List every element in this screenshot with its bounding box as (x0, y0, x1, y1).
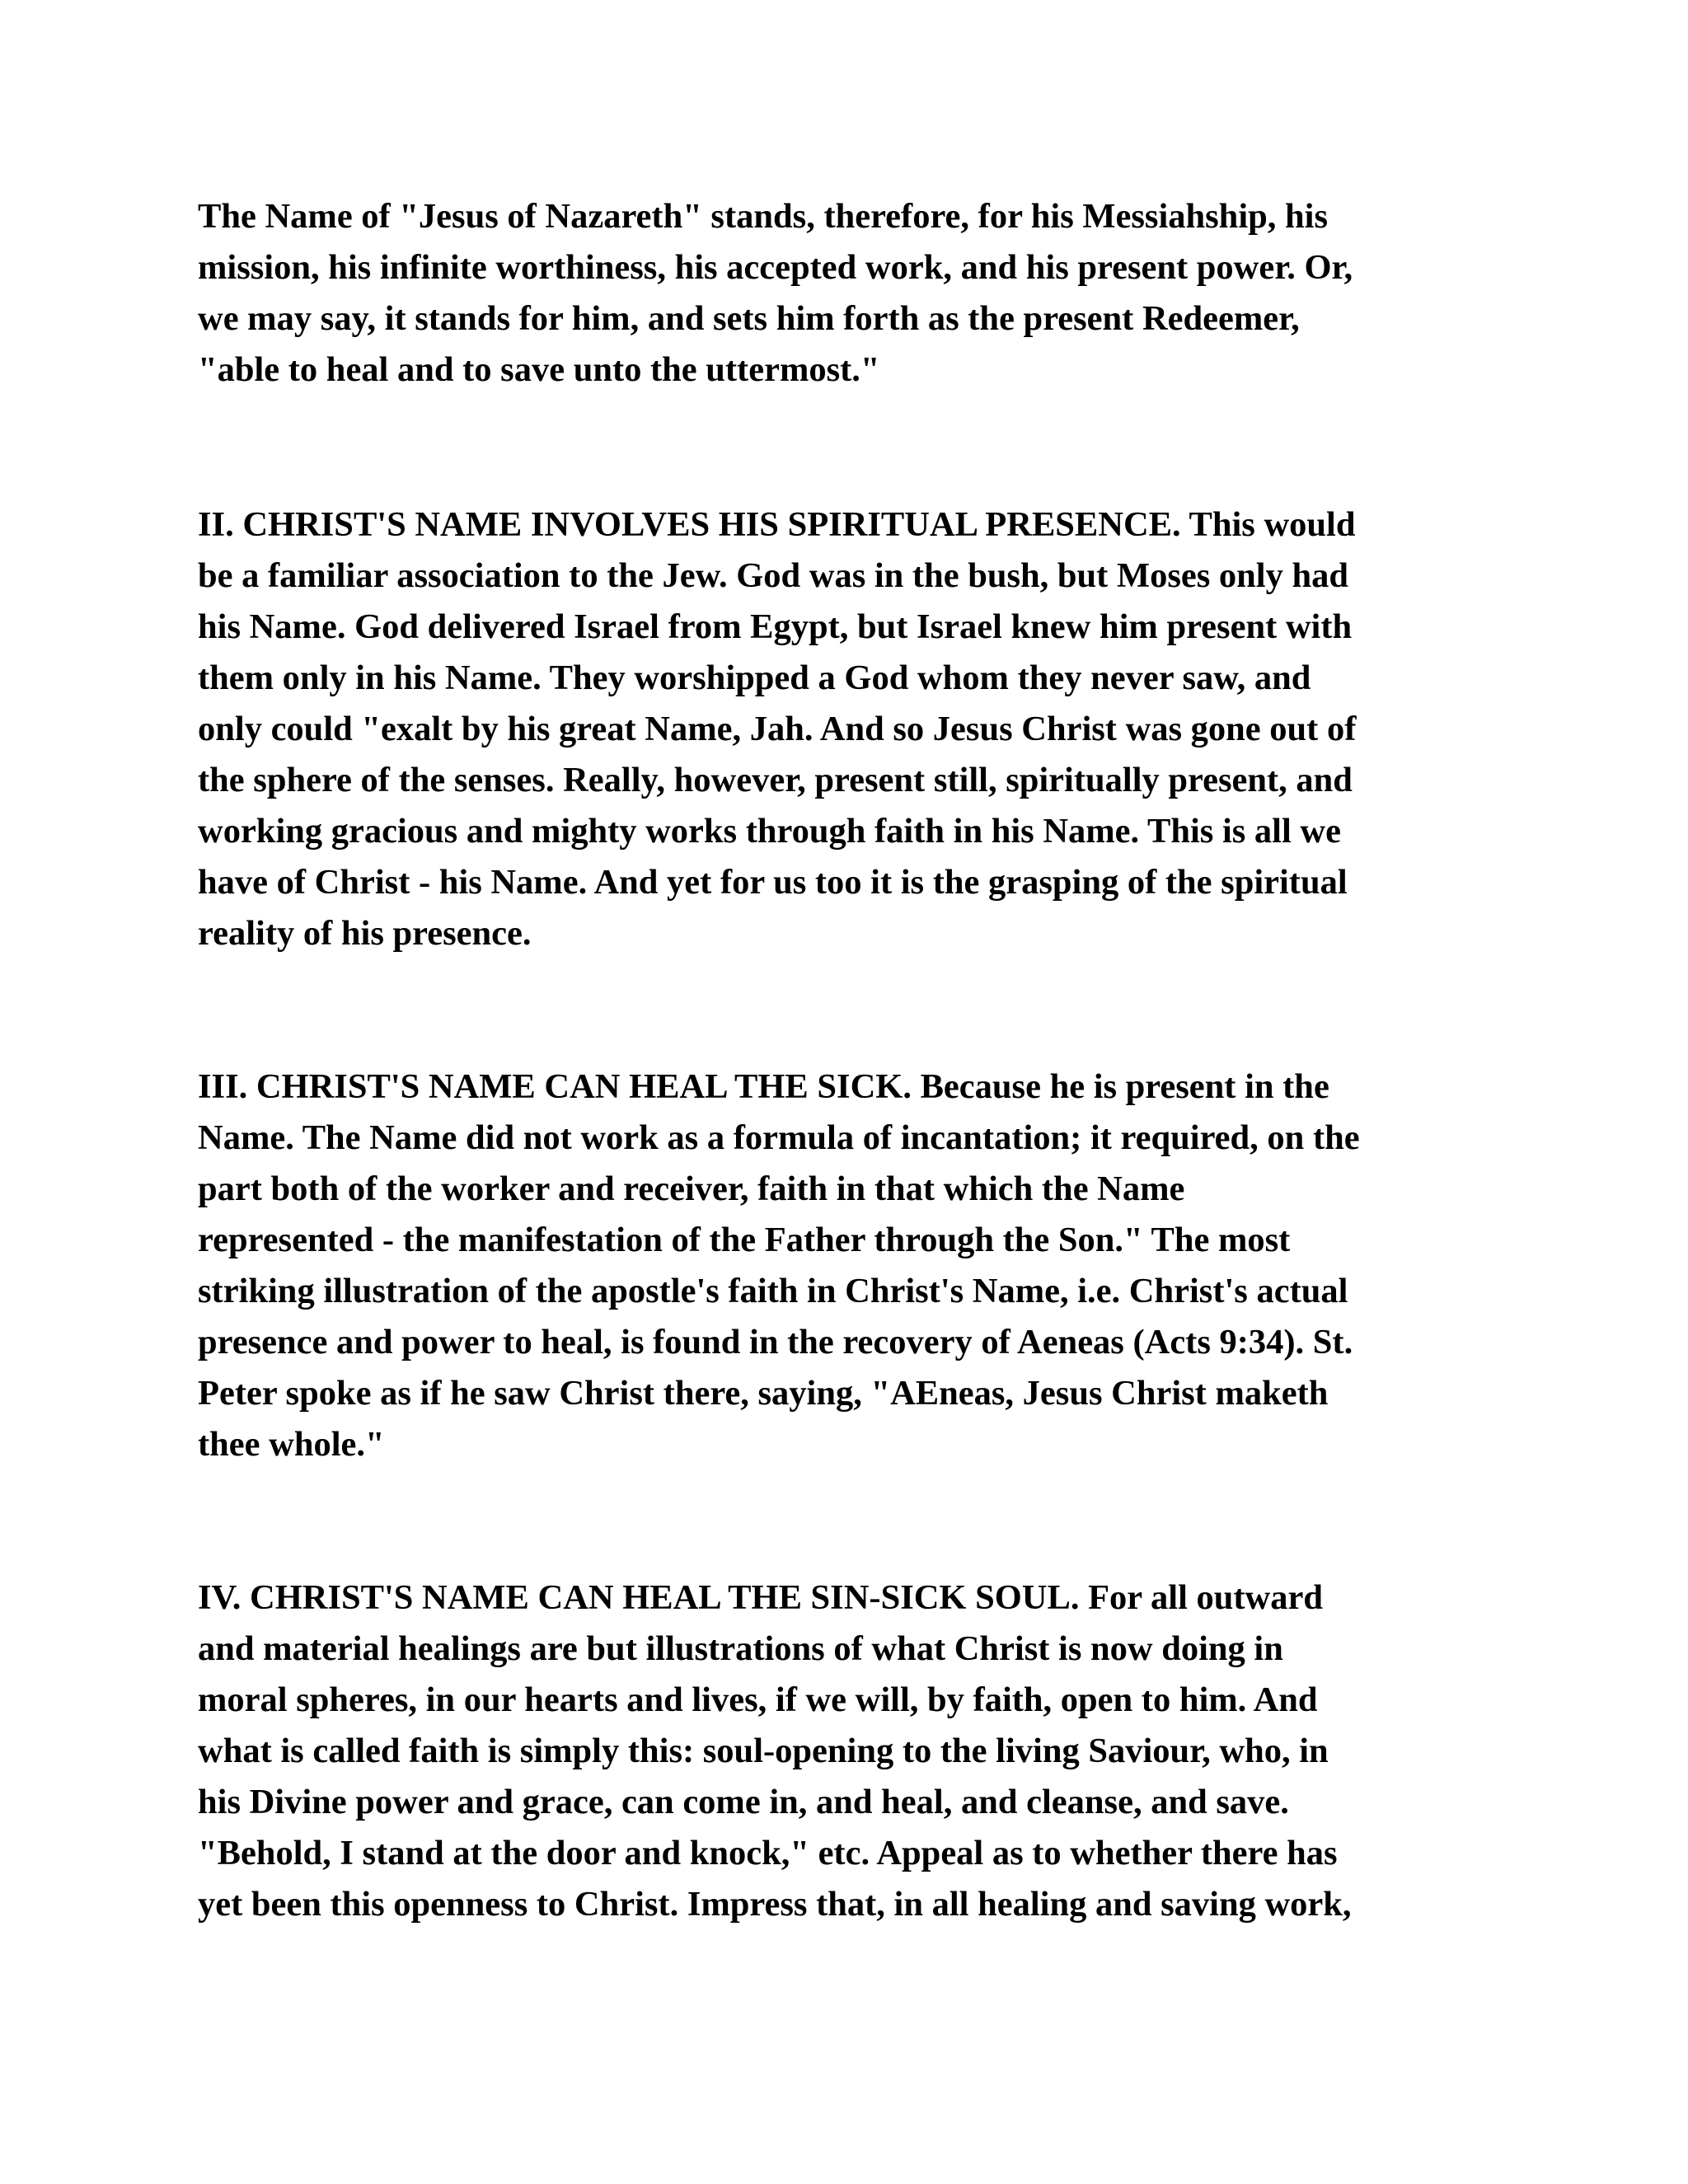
text-line: striking illustration of the apostle's faith in Christ's Name, i.e. Christ's actual (198, 1272, 1348, 1310)
text-line: working gracious and mighty works through faith in his Name. This is all we (198, 812, 1341, 851)
text-line: them only in his Name. They worshipped a God whom they never saw, and (198, 658, 1311, 697)
text-line: what is called faith is simply this: soul-opening to the living Saviour, who, in (198, 1732, 1329, 1770)
text-line: have of Christ - his Name. And yet for us too it is the grasping of the spiritual (198, 863, 1348, 902)
text-line: "able to heal and to save unto the uttermost." (198, 350, 880, 389)
text-line: represented - the manifestation of the Father through the Son." The most (198, 1221, 1291, 1259)
text-line: his Divine power and grace, can come in, and heal, and cleanse, and save. (198, 1783, 1289, 1821)
text-line: only could "exalt by his great Name, Jah. And so Jesus Christ was gone out of (198, 710, 1357, 748)
text-line: "Behold, I stand at the door and knock," etc. Appeal as to whether there has (198, 1834, 1338, 1872)
text-line: Name. The Name did not work as a formula of incantation; it required, on the (198, 1118, 1360, 1157)
paragraph-name-of-jesus (198, 191, 1484, 396)
text-line: we may say, it stands for him, and sets him forth as the present Redeemer, (198, 299, 1300, 338)
text-line: thee whole." (198, 1425, 385, 1464)
text-line: III. CHRIST'S NAME CAN HEAL THE SICK. Because he is present in the (198, 1067, 1329, 1106)
paragraph-sin-sick-soul (198, 1572, 1484, 1930)
paragraph-spiritual-presence (198, 499, 1484, 959)
text-line: The Name of "Jesus of Nazareth" stands, therefore, for his Messiahship, his (198, 197, 1328, 236)
text-line: Peter spoke as if he saw Christ there, saying, "AEneas, Jesus Christ maketh (198, 1374, 1329, 1413)
text-line: and material healings are but illustrations of what Christ is now doing in (198, 1629, 1283, 1668)
text-line: mission, his infinite worthiness, his accepted work, and his present power. Or, (198, 248, 1353, 287)
text-line: his Name. God delivered Israel from Egypt, but Israel knew him present with (198, 607, 1353, 646)
text-line: reality of his presence. (198, 914, 532, 953)
text-line: IV. CHRIST'S NAME CAN HEAL THE SIN-SICK SOUL. For all outward (198, 1578, 1324, 1617)
text-line: II. CHRIST'S NAME INVOLVES HIS SPIRITUAL PRESENCE. This would (198, 505, 1356, 544)
text-line: presence and power to heal, is found in the recovery of Aeneas (Acts 9:34). St. (198, 1323, 1353, 1361)
text-line: part both of the worker and receiver, faith in that which the Name (198, 1169, 1185, 1208)
text-line: the sphere of the senses. Really, however, present still, spiritually present, and (198, 761, 1353, 799)
text-line: yet been this openness to Christ. Impress that, in all healing and saving work, (198, 1885, 1352, 1924)
paragraph-heal-the-sick (198, 1062, 1484, 1470)
text-line: be a familiar association to the Jew. God was in the bush, but Moses only had (198, 556, 1348, 595)
text-line: moral spheres, in our hearts and lives, if we will, by faith, open to him. And (198, 1680, 1318, 1719)
